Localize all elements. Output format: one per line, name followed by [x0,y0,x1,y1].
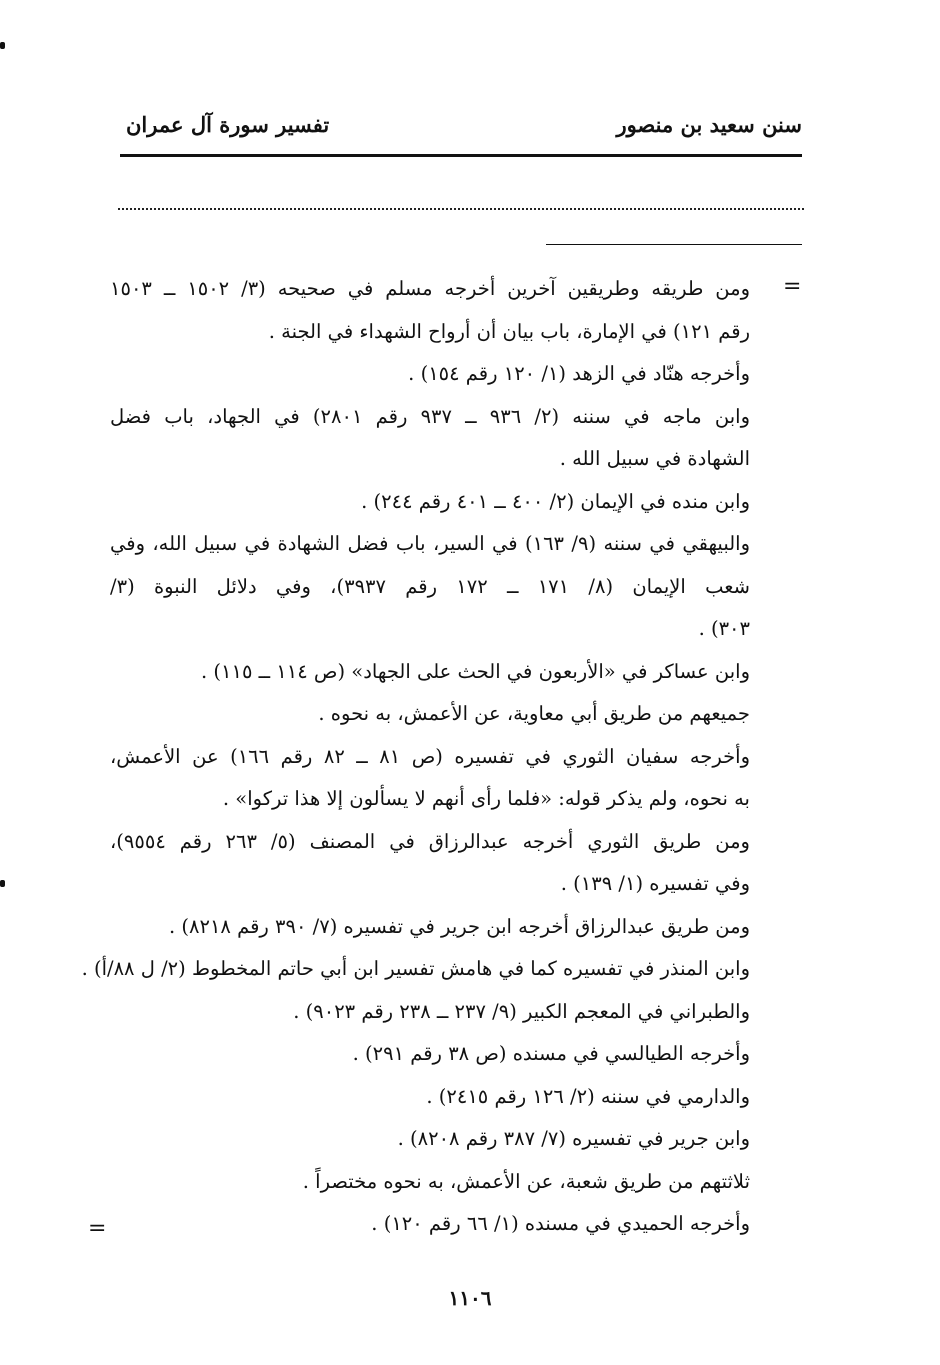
footnote-line: وأخرجه هنّاد في الزهد (١/ ١٢٠ رقم ١٥٤) . [408,362,750,385]
footnote-line: ٣٠٣) . [698,617,750,640]
footnote-line: ومن طريقه وطريقين آخرين أخرجه مسلم في صحيحه (٣/ ١٥٠٢ ــ ١٥٠٣ [110,277,750,300]
footnote-line: وأخرجه سفيان الثوري في تفسيره (ص ٨١ ــ ٨٢ رقم ١٦٦) عن الأعمش، [110,744,750,768]
footnote-line: وأخرجه الطيالسي في مسنده (ص ٣٨ رقم ٢٩١) . [352,1042,750,1065]
footnote-line: ثلاثتهم من طريق شعبة، عن الأعمش، به نحوه مختصراً . [302,1169,750,1193]
footnote-line: وابن المنذر في تفسيره كما في هامش تفسير ابن أبي حاتم المخطوط (٢/ ل ٨٨/أ) . [81,957,750,980]
footnote-text [81,268,751,1246]
footnote-line: جميعهم من طريق أبي معاوية، عن الأعمش، به نحوه . [318,702,750,725]
footnote-line: وابن منده في الإيمان (٢/ ٤٠٠ ــ ٤٠١ رقم ٢٤٤) . [361,489,750,513]
header-rule [120,154,802,157]
footnote-line: شعب الإيمان (٨/ ١٧١ ــ ١٧٢ رقم ٣٩٣٧)، وفي دلائل النبوة (٣/ [110,574,751,598]
running-header [120,104,802,152]
footnote-line: وابن عساكر في «الأربعون في الحث على الجهاد» (ص ١١٤ ــ ١١٥) . [201,659,750,683]
scan-speck [0,880,5,887]
footnote-line: به نحوه، ولم يذكر قوله: «فلما رأى أنهم لا يسألون إلا هذا تركوا» . [222,787,750,810]
footnote-rule [546,244,802,245]
page-number: ١١٠٦ [448,1286,492,1310]
footnote-line: وفي تفسيره (١/ ١٣٩) . [560,872,750,895]
continuation-mark-top: = [783,274,802,299]
section-title: تفسير سورة آل عمران [126,112,330,137]
book-title: سنن سعيد بن منصور [616,112,802,137]
footnote-line: والدارمي في سننه (٢/ ١٢٦ رقم ٢٤١٥) . [426,1084,750,1108]
footnote-line: وابن جرير في تفسيره (٧/ ٣٨٧ رقم ٨٢٠٨) . [397,1127,750,1150]
footnote-line: ومن طريق عبدالرزاق أخرجه ابن جرير في تفسيره (٧/ ٣٩٠ رقم ٨٢١٨) . [169,914,750,938]
footnote-line: ومن طريق الثوري أخرجه عبدالرزاق في المصنف (٥/ ٢٦٣ رقم ٩٥٥٤)، [110,829,750,853]
scan-speck [0,42,5,49]
continuation-mark-bottom: = [88,1216,107,1241]
dotted-separator [118,208,804,210]
footnote-line: الشهادة في سبيل الله . [559,447,750,470]
footnote-line: والبيهقي في سننه (٩/ ١٦٣) في السير، باب فضل الشهادة في سبيل الله، وفي [110,532,750,555]
footnote-line: رقم ١٢١) في الإمارة، باب بيان أن أرواح الشهداء في الجنة . [268,319,750,343]
footnote-line: وأخرجه الحميدي في مسنده (١/ ٦٦ رقم ١٢٠) . [371,1212,750,1235]
footnote-line: وابن ماجه في سننه (٢/ ٩٣٦ ــ ٩٣٧ رقم ٢٨٠١) في الجهاد، باب فضل [110,404,750,428]
footnote-line: والطبراني في المعجم الكبير (٩/ ٢٣٧ ــ ٢٣٨ رقم ٩٠٢٣) . [293,999,750,1023]
